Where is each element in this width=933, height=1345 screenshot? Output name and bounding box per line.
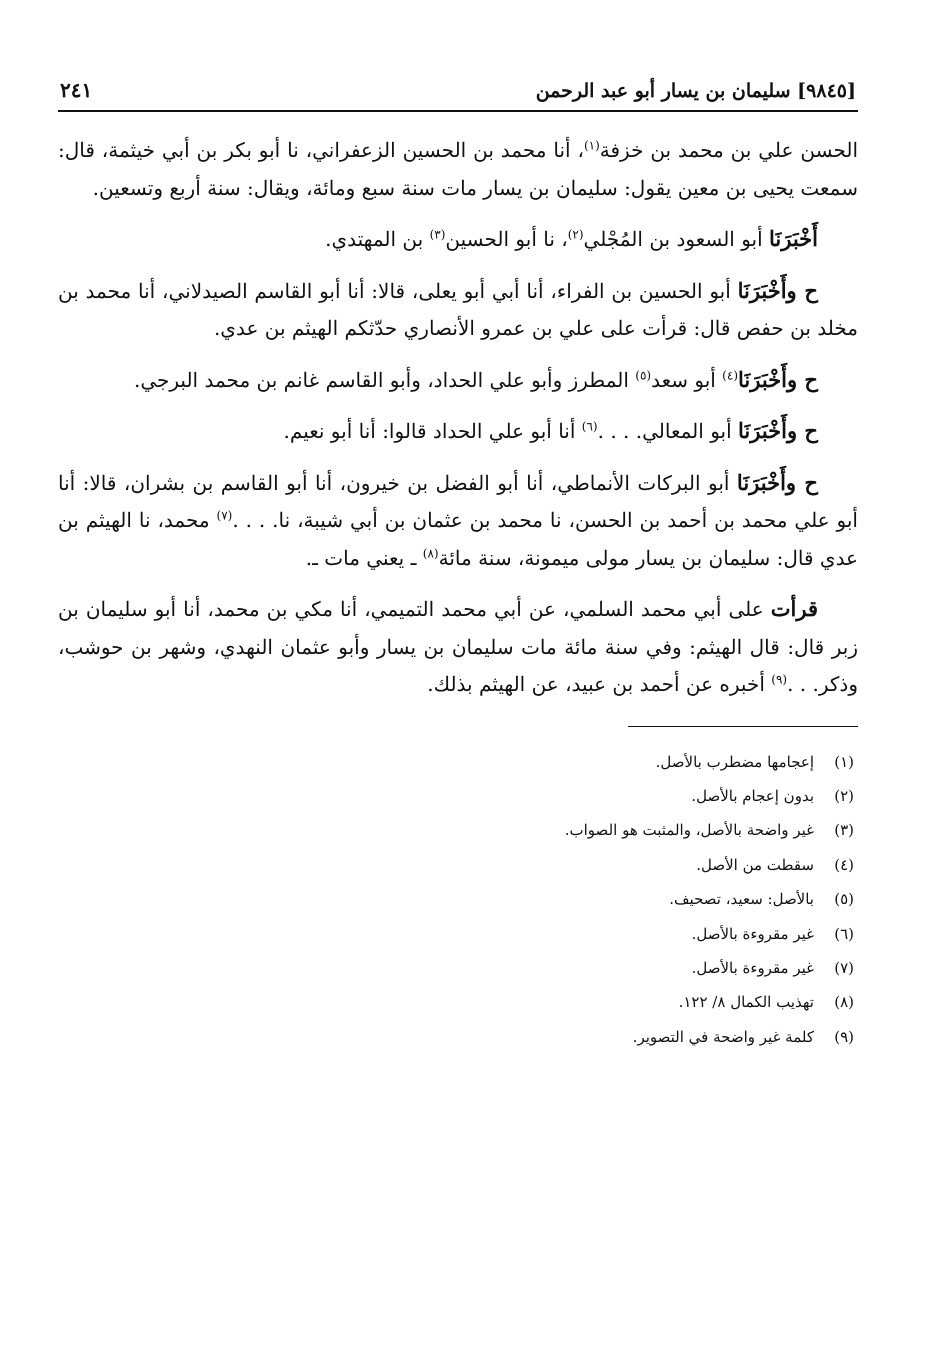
paragraph-text: أبو سعد	[651, 367, 723, 392]
footnote	[58, 951, 858, 985]
paragraph-text: على أبي محمد السلمي، عن أبي محمد التميمي، أنا مكي بن محمد، أنا أبو سليمان بن زبر قال: قال الهيثم: وفي سنة مائة مات سليمان بن يسار وأبو عثمان النهدي، وشهر بن حوشب، وذكر. . .	[58, 597, 858, 696]
page-number: ٢٤١	[60, 78, 93, 102]
footnote-number: (٨)	[834, 993, 854, 1012]
paragraph-text: ، أنا محمد بن الحسين الزعفراني، نا أبو بكر بن أبي خيثمة، قال: سمعت يحيى بن معين يقول: سليمان بن يسار مات سنة سبع ومائة، ويقال: سنة أربع وتسعين.	[58, 138, 858, 200]
footnote	[58, 882, 858, 916]
footnote-number: (٧)	[834, 958, 854, 977]
paragraph	[58, 412, 858, 451]
transmission-keyword: أَخْبَرَنَا	[769, 226, 818, 251]
footnote-separator	[628, 726, 858, 727]
footnote-number: (٥)	[834, 890, 854, 909]
paragraph	[58, 272, 858, 348]
footnote	[58, 779, 858, 813]
page	[58, 70, 858, 1054]
footnote	[58, 848, 858, 882]
paragraph	[58, 590, 858, 704]
footnote-number: (٣)	[834, 821, 854, 840]
footnote-number: (١)	[834, 752, 854, 771]
running-title: [٩٨٤٥] سليمان بن يسار أبو عبد الرحمن	[535, 80, 856, 102]
transmission-keyword: ح وأَخْبَرَنَا	[737, 277, 818, 303]
footnote-number: (٢)	[834, 786, 854, 805]
footnote-reference: (٨)	[422, 545, 439, 560]
footnote-number: (٤)	[834, 855, 854, 874]
footnote-text: غير مقروءة بالأصل.	[691, 924, 814, 943]
footnote-number: (٩)	[834, 1027, 854, 1046]
footnote-reference: (٦)	[581, 419, 598, 434]
paragraph	[58, 220, 858, 259]
transmission-keyword: ح وأَخْبَرَنَا	[736, 469, 818, 495]
paragraph-text: أنا أبو علي الحداد قالوا: أنا أبو نعيم.	[283, 419, 582, 443]
footnotes	[58, 745, 858, 1055]
main-text	[58, 132, 858, 704]
paragraph-text: الحسن علي بن محمد بن خزفة	[599, 138, 859, 162]
footnote	[58, 745, 858, 779]
footnote-text: إعجامها مضطرب بالأصل.	[655, 752, 814, 771]
paragraph-text: أخبره عن أحمد بن عبيد، عن الهيثم بذلك.	[427, 672, 772, 696]
paragraph-text: ـ يعني مات ـ.	[305, 545, 423, 570]
paragraph-text: محمد، نا الهيثم بن عدي قال: سليمان بن يسار مولى ميمونة، سنة مائة	[58, 508, 858, 570]
footnote-text: تهذيب الكمال ٨/ ١٢٢.	[678, 993, 814, 1012]
transmission-keyword: ح وأَخْبَرَنَا	[738, 418, 818, 443]
paragraph-text: أبو السعود بن المُجْلي	[583, 227, 770, 251]
paragraph-text: ، نا أبو الحسين	[445, 227, 568, 251]
page-header	[58, 70, 858, 112]
paragraph-text: أبو المعالي. . . .	[597, 419, 738, 443]
footnote	[58, 985, 858, 1019]
footnote-reference: (١)	[583, 138, 600, 153]
paragraph	[58, 464, 858, 578]
footnote-reference: (٣)	[429, 227, 446, 242]
footnote	[58, 1020, 858, 1054]
paragraph	[58, 361, 858, 400]
footnote-reference: (٢)	[567, 227, 584, 242]
paragraph-text: أبو البركات الأنماطي، أنا أبو الفضل بن خيرون، أنا أبو القاسم بن بشران، قالا: أنا أبو علي محمد بن أحمد بن الحسن، نا محمد بن عثمان بن أبي شيبة، نا. . . .	[58, 470, 858, 532]
transmission-keyword: قرأت	[770, 596, 818, 621]
footnote-reference: (٤)	[722, 367, 738, 382]
footnote-reference: (٥)	[635, 367, 652, 382]
footnote-text: بالأصل: سعيد، تصحيف.	[669, 890, 814, 909]
footnote-text: كلمة غير واضحة في التصوير.	[632, 1027, 814, 1046]
paragraph-text: أبو الحسين بن الفراء، أنا أبي أبو يعلى، قالا: أنا أبو القاسم الصيدلاني، أنا محمد بن مخلد بن حفص قال: قرأت على علي بن عمرو الأنصاري حدّثكم الهيثم بن عدي.	[58, 278, 858, 340]
footnote-reference: (٩)	[771, 672, 788, 687]
paragraph	[58, 132, 858, 207]
paragraph-text: بن المهتدي.	[325, 227, 430, 251]
footnote-text: سقطت من الأصل.	[696, 855, 814, 874]
paragraph-text: المطرز وأبو علي الحداد، وأبو القاسم غانم بن محمد البرجي.	[134, 367, 636, 392]
footnote-number: (٦)	[834, 924, 854, 943]
footnote-text: غير مقروءة بالأصل.	[691, 958, 814, 977]
footnote	[58, 813, 858, 847]
transmission-keyword: ح وأَخْبَرَنَا	[738, 366, 818, 392]
footnote-text: بدون إعجام بالأصل.	[691, 786, 814, 805]
footnote	[58, 917, 858, 951]
footnote-text: غير واضحة بالأصل، والمثبت هو الصواب.	[564, 821, 814, 840]
footnote-reference: (٧)	[216, 508, 233, 523]
